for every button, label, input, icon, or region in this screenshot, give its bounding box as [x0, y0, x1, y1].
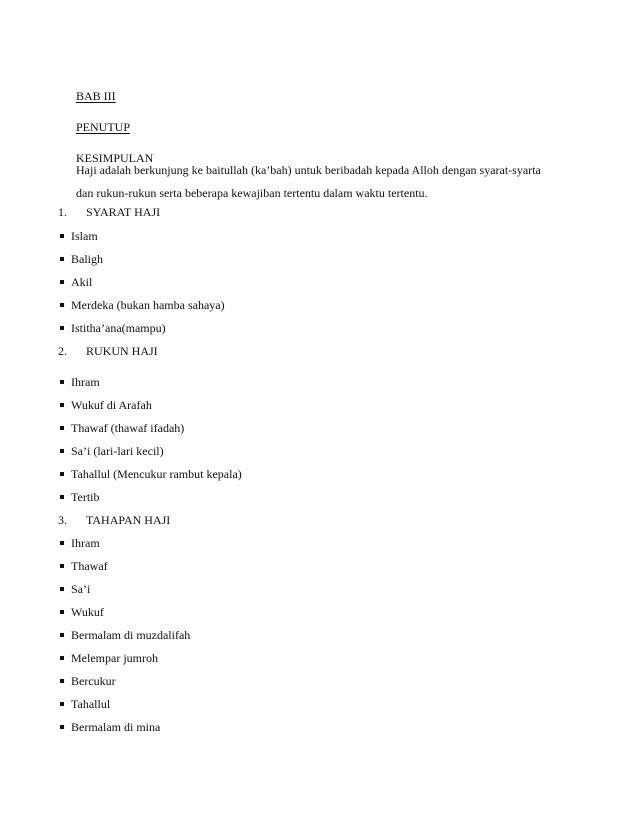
list-item: [60, 536, 100, 550]
bullet-icon: [60, 633, 64, 637]
list-item-text: Tahallul: [71, 697, 111, 711]
bullet-icon: [60, 564, 64, 568]
bullet-icon: [60, 234, 64, 238]
list-item: [60, 298, 225, 312]
list-item-text: Islam: [71, 229, 98, 243]
bullet-icon: [60, 326, 64, 330]
bullet-icon: [60, 380, 64, 384]
list-item: [60, 275, 92, 289]
section-heading-tahapan-haji: [58, 513, 170, 527]
list-item: [60, 674, 116, 688]
conclusion-label: KESIMPULAN: [76, 151, 154, 165]
section-title: TAHAPAN HAJI: [86, 513, 171, 527]
list-item: [60, 252, 103, 266]
bullet-icon: [60, 257, 64, 261]
list-item: [60, 605, 104, 619]
list-item-text: Wukuf: [71, 605, 104, 619]
chapter-title: PENUTUP: [76, 120, 131, 134]
chapter-number: BAB III: [76, 89, 116, 103]
list-item: [60, 651, 158, 665]
list-item-text: Ihram: [71, 536, 100, 550]
list-item: [60, 582, 90, 596]
bullet-icon: [60, 303, 64, 307]
section-number: 3.: [58, 513, 67, 527]
bullet-icon: [60, 403, 64, 407]
list-item: [60, 444, 164, 458]
list-item-text: Thawaf (thawaf ifadah): [71, 421, 185, 435]
bullet-icon: [60, 280, 64, 284]
section-heading-syarat-haji: [58, 205, 160, 219]
bullet-icon: [60, 702, 64, 706]
list-item: [60, 467, 242, 481]
list-item-text: Tahallul (Mencukur rambut kepala): [71, 467, 242, 481]
bullet-icon: [60, 725, 64, 729]
list-item: [60, 720, 160, 734]
list-item: [60, 321, 166, 335]
bullet-icon: [60, 587, 64, 591]
bullet-icon: [60, 610, 64, 614]
list-item-text: Ihram: [71, 375, 100, 389]
list-item-text: Melempar jumroh: [71, 651, 158, 665]
list-item-text: Wukuf di Arafah: [71, 398, 152, 412]
list-item-text: Thawaf: [71, 559, 108, 573]
section-title: RUKUN HAJI: [86, 344, 158, 358]
list-item: [60, 229, 98, 243]
bullet-icon: [60, 656, 64, 660]
list-item-text: Baligh: [71, 252, 103, 266]
list-item-text: Bercukur: [71, 674, 116, 688]
list-item-text: Sa’i: [71, 582, 91, 596]
bullet-icon: [60, 679, 64, 683]
list-item: [60, 490, 99, 504]
list-item-text: Sa’i (lari-lari kecil): [71, 444, 164, 458]
section-number: 1.: [58, 205, 67, 219]
list-item: [60, 398, 152, 412]
list-item-text: Merdeka (bukan hamba sahaya): [71, 298, 225, 312]
list-item: [60, 421, 184, 435]
section-heading-rukun-haji: [58, 344, 158, 358]
list-item: [60, 559, 108, 573]
list-item-text: Tertib: [71, 490, 100, 504]
conclusion-text-line-2: dan rukun-rukun serta beberapa kewajiban tertentu dalam waktu tertentu.: [76, 186, 428, 200]
bullet-icon: [60, 541, 64, 545]
list-item-text: Bermalam di muzdalifah: [71, 628, 191, 642]
bullet-icon: [60, 449, 64, 453]
section-title: SYARAT HAJI: [86, 205, 161, 219]
list-item: [60, 697, 110, 711]
list-item-text: Bermalam di mina: [71, 720, 161, 734]
list-item-text: Akil: [71, 275, 93, 289]
bullet-icon: [60, 472, 64, 476]
bullet-icon: [60, 495, 64, 499]
list-item: [60, 375, 100, 389]
section-number: 2.: [58, 344, 67, 358]
list-item: [60, 628, 190, 642]
bullet-icon: [60, 426, 64, 430]
list-item-text: Istitha’ana(mampu): [71, 321, 166, 335]
conclusion-text-line-1: Haji adalah berkunjung ke baitullah (ka’bah) untuk beribadah kepada Alloh dengan syarat-syarta: [76, 163, 541, 177]
